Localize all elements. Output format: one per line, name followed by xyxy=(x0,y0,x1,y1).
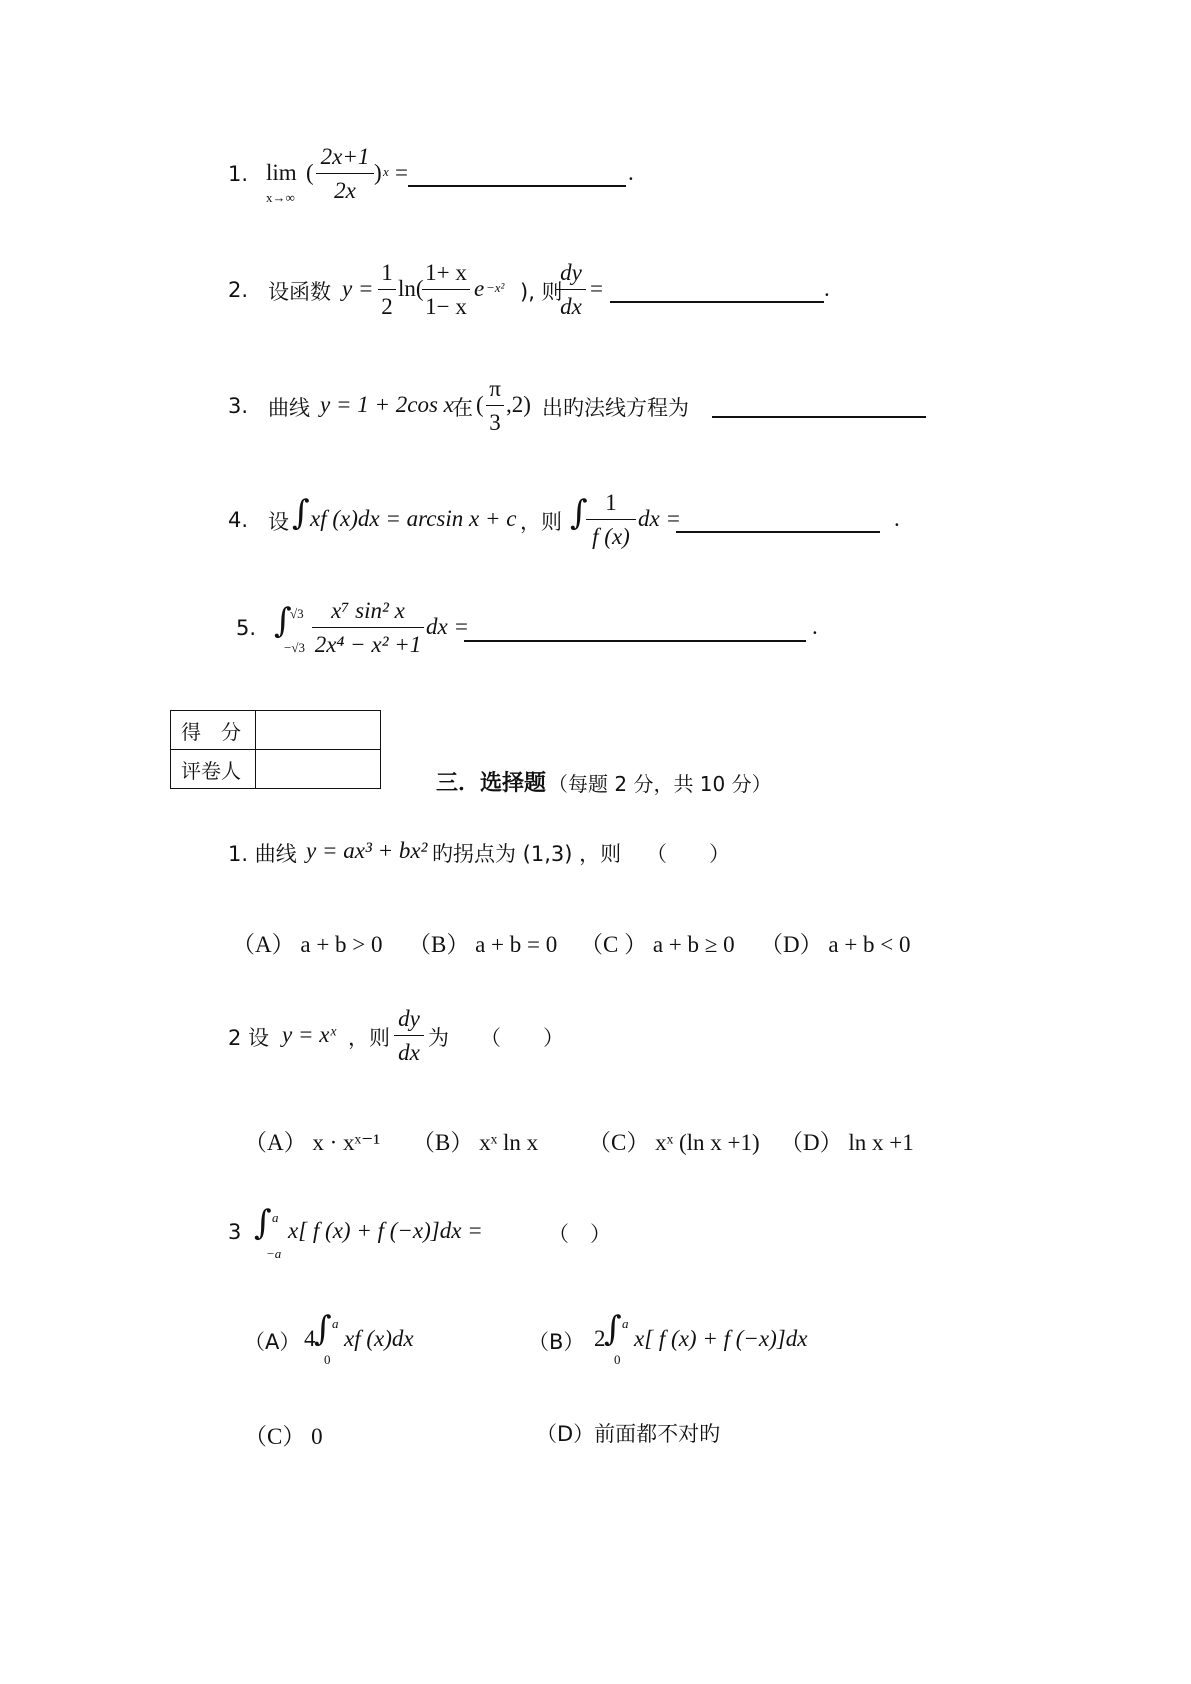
fraction-bar xyxy=(316,173,374,174)
question-text: 出旳法线方程为 xyxy=(542,396,689,420)
integral-upper-limit: a xyxy=(332,1316,339,1331)
paren-open: ( xyxy=(306,160,314,185)
period: . xyxy=(628,160,634,185)
score-label: 得 分 xyxy=(171,711,256,750)
e-symbol: e xyxy=(474,276,485,301)
math-expr: xf (x)dx xyxy=(344,1326,414,1351)
option-c[interactable]: （C） 0 xyxy=(244,1424,323,1449)
integral-upper-limit: a xyxy=(622,1316,629,1331)
fraction-denominator: f (x) xyxy=(592,524,630,549)
fraction-bar xyxy=(422,289,470,290)
fraction-numerator: 1+ x xyxy=(425,260,467,285)
fraction-numerator: 2x+1 xyxy=(320,144,370,169)
option-a-coef: 4 xyxy=(304,1326,316,1351)
integral-lower-limit: 0 xyxy=(324,1352,331,1367)
integral-sign: ∫ xyxy=(274,601,292,641)
integral-lower-limit: −√3 xyxy=(284,640,305,655)
exponent: x xyxy=(383,164,389,179)
question-text: 为 xyxy=(428,1026,449,1050)
math-expr: x[ f (x) + f (−x)]dx = xyxy=(288,1218,483,1243)
option-c[interactable]: （C） xˣ (ln x +1) xyxy=(588,1130,760,1155)
fraction-denominator: dx xyxy=(398,1040,420,1065)
question-text: ，则 xyxy=(348,1026,390,1050)
integral-sign: ∫ xyxy=(254,1203,272,1243)
ln-text: ln( xyxy=(398,276,424,301)
section-note: （每题 2 分，共 10 分） xyxy=(548,772,772,796)
lim-text: lim xyxy=(266,160,297,185)
grader-label: 评卷人 xyxy=(171,750,256,789)
answer-blank[interactable] xyxy=(676,531,880,533)
fraction-numerator: x⁷ sin² x xyxy=(331,598,405,623)
period: . xyxy=(812,614,818,639)
math-expr: x[ f (x) + f (−x)]dx xyxy=(634,1326,808,1351)
fraction-bar xyxy=(378,289,396,290)
option-c[interactable]: （C ） a + b ≥ 0 xyxy=(580,932,735,957)
math-expr: y = xyxy=(342,276,374,301)
period: . xyxy=(824,276,830,301)
option-d[interactable]: （D） ln x +1 xyxy=(780,1130,914,1155)
math-expr: y = ax³ + bx² xyxy=(306,838,428,863)
answer-paren[interactable]: （ ） xyxy=(548,1222,611,1246)
fraction-denominator: 2 xyxy=(381,294,393,319)
answer-blank[interactable] xyxy=(408,185,626,187)
integral-sign: ∫ xyxy=(314,1309,332,1349)
question-text: 在 xyxy=(452,396,473,420)
paren-close: ) xyxy=(374,160,382,185)
integral-upper-limit: a xyxy=(272,1210,279,1225)
option-a-label[interactable]: （A） xyxy=(244,1330,301,1354)
period: . xyxy=(894,506,900,531)
math-expr: y = 1 + 2cos x xyxy=(320,392,454,417)
option-b[interactable]: （B） a + b = 0 xyxy=(408,932,558,957)
fraction-numerator: π xyxy=(489,376,501,401)
integral-sign: ∫ xyxy=(570,493,588,533)
question-text: 设函数 xyxy=(268,280,331,304)
fraction-bar xyxy=(394,1035,424,1036)
fraction-denominator: 3 xyxy=(489,410,501,435)
question-text: 1. 曲线 xyxy=(228,842,297,866)
option-b-coef: 2 xyxy=(594,1326,606,1351)
integral-sign: ∫ xyxy=(604,1309,622,1349)
math-expr: dx = xyxy=(426,614,469,639)
option-b-label[interactable]: （B） xyxy=(528,1330,585,1354)
question-text: 旳拐点为 (1,3) ，则 xyxy=(432,842,622,866)
math-expr: dx = xyxy=(638,506,681,531)
question-text: 曲线 xyxy=(268,396,310,420)
fraction-numerator: 1 xyxy=(381,260,393,285)
question-text: ), 则 xyxy=(520,280,563,304)
answer-paren[interactable]: （ ） xyxy=(480,1026,564,1050)
integral-sign: ∫ xyxy=(292,493,310,533)
question-number: 5. xyxy=(236,616,257,640)
fraction-bar xyxy=(586,519,636,520)
answer-blank[interactable] xyxy=(610,301,824,303)
equals: = xyxy=(395,160,408,185)
option-b[interactable]: （B） xˣ ln x xyxy=(412,1130,539,1155)
exponent: −x² xyxy=(486,280,505,295)
fraction-bar xyxy=(486,405,504,406)
question-number: 2. xyxy=(228,278,249,302)
option-d[interactable]: （D）前面都不对旳 xyxy=(536,1422,721,1446)
score-cell[interactable] xyxy=(256,711,381,750)
option-a[interactable]: （A） a + b > 0 xyxy=(232,932,383,957)
question-number: 4. xyxy=(228,508,249,532)
equals: = xyxy=(590,276,603,301)
fraction-numerator: dy xyxy=(398,1006,420,1031)
fraction-numerator: 1 xyxy=(605,490,617,515)
math-expr: xf (x)dx = arcsin x + c xyxy=(310,506,517,531)
question-number: 3. xyxy=(228,394,249,418)
option-a[interactable]: （A） x · xˣ⁻¹ xyxy=(244,1130,381,1155)
section-title: 三．选择题 xyxy=(436,771,547,796)
math-expr: y = xˣ xyxy=(282,1022,336,1047)
integral-upper-limit: √3 xyxy=(290,606,304,621)
fraction-numerator: dy xyxy=(560,260,582,285)
answer-paren[interactable]: （ ） xyxy=(646,842,730,866)
lim-subscript: x→∞ xyxy=(266,190,295,205)
question-text: 设 xyxy=(268,510,289,534)
point-text: ,2) xyxy=(506,392,531,417)
question-number: 3 xyxy=(228,1220,242,1244)
integral-lower-limit: 0 xyxy=(614,1352,621,1367)
option-d[interactable]: （D） a + b < 0 xyxy=(760,932,911,957)
question-number: 1. xyxy=(228,162,249,186)
question-text: 2 设 xyxy=(228,1026,270,1050)
answer-blank[interactable] xyxy=(464,640,806,642)
integral-lower-limit: −a xyxy=(266,1246,282,1261)
fraction-denominator: dx xyxy=(560,294,582,319)
fraction-denominator: 2x⁴ − x² +1 xyxy=(314,632,422,657)
score-table xyxy=(170,710,381,789)
fraction-bar xyxy=(312,627,424,628)
fraction-bar xyxy=(556,289,586,290)
fraction-denominator: 2x xyxy=(334,178,356,203)
question-text: ，则 xyxy=(520,510,562,534)
answer-blank[interactable] xyxy=(712,416,926,418)
grader-cell[interactable] xyxy=(256,750,381,789)
fraction-denominator: 1− x xyxy=(425,294,467,319)
paren-open: ( xyxy=(476,392,484,417)
